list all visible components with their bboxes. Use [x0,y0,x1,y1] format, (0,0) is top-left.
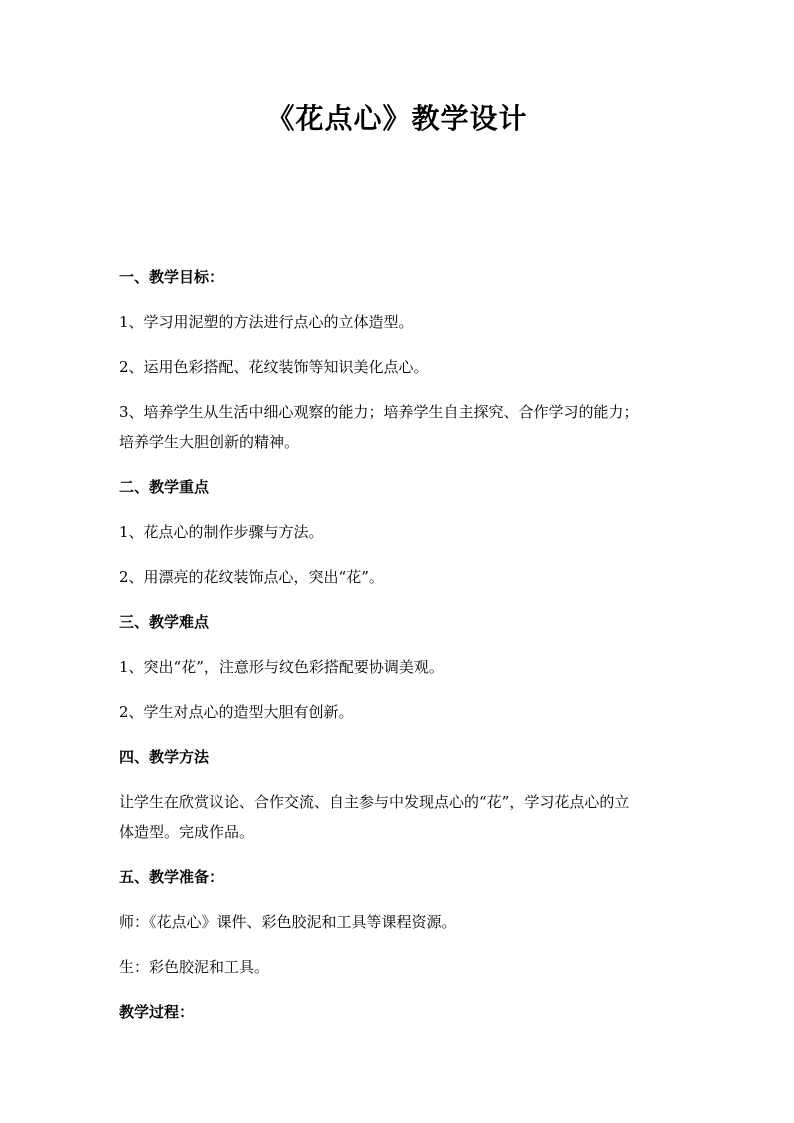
preparation-student: 生：彩色胶泥和工具。 [119,958,270,976]
section-heading-process: 教学过程： [119,1003,195,1021]
preparation-teacher: 师：《花点心》课件、彩色胶泥和工具等课程资源。 [119,913,457,931]
difficulty-item-1: 1、突出“花”，注意形与纹色彩搭配要协调美观。 [119,658,444,676]
objective-item-3-line-1: 3、培养学生从生活中细心观察的能力；培养学生自主探究、合作学习的能力； [119,403,639,421]
document-title: 《花点心》教学设计 [266,102,528,135]
section-heading-objectives: 一、教学目标： [119,268,225,286]
method-text-line-1: 让学生在欣赏议论、合作交流、自主参与中发现点心的“花”，学习花点心的立 [119,793,630,811]
section-heading-preparation: 五、教学准备： [119,868,225,886]
method-text-line-2: 体造型。完成作品。 [119,823,255,841]
key-point-item-2: 2、用漂亮的花纹装饰点心，突出“花”。 [119,568,384,586]
section-heading-key-points: 二、教学重点 [119,478,210,496]
key-point-item-1: 1、花点心的制作步骤与方法。 [119,523,324,541]
difficulty-item-2: 2、学生对点心的造型大胆有创新。 [119,703,354,721]
objective-item-2: 2、运用色彩搭配、花纹装饰等知识美化点心。 [119,358,429,376]
section-heading-difficulties: 三、教学难点 [119,613,210,631]
objective-item-1: 1、学习用泥塑的方法进行点心的立体造型。 [119,313,414,331]
section-heading-methods: 四、教学方法 [119,748,210,766]
objective-item-3-line-2: 培养学生大胆创新的精神。 [119,433,300,451]
